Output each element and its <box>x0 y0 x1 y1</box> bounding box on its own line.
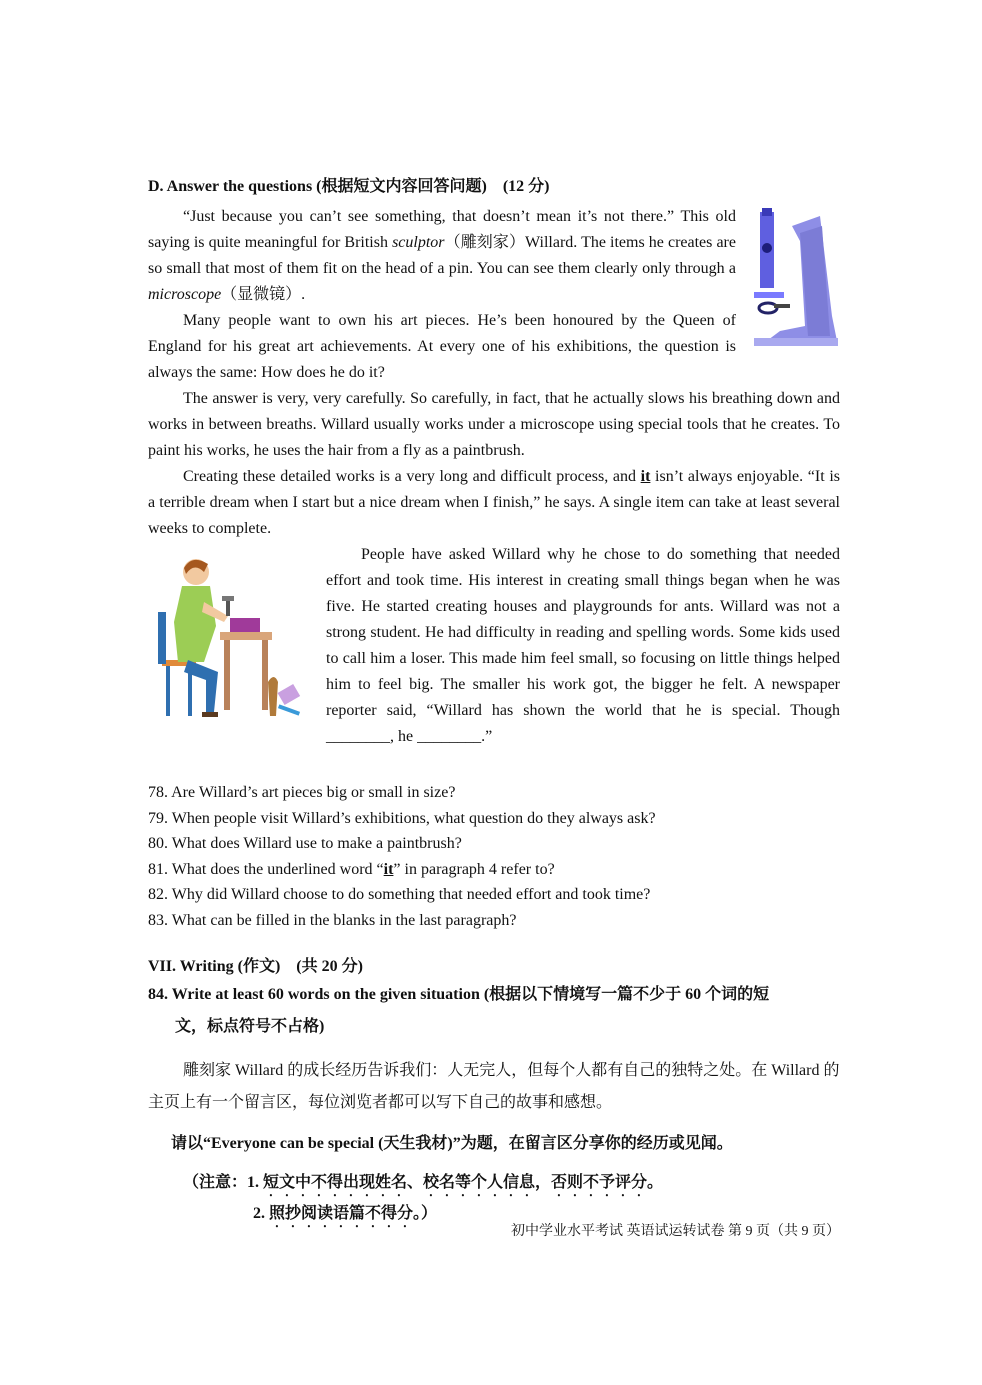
question-80: 80. What does Willard use to make a paintbrush? <box>148 835 462 852</box>
paragraph-2: Many people want to own his art pieces. He’s been honoured by the Queen of England for his great art achievements. At every one of his exhibitions, the question is always the same: How does he do it? <box>148 312 736 381</box>
exam-page <box>148 176 840 1231</box>
note-2-text: 照抄阅读语篇不得分。 <box>269 1205 422 1222</box>
p1-microscope: microscope <box>148 286 222 303</box>
p1-text-c: （显微镜）. <box>221 286 306 303</box>
paragraph-5: People have asked Willard why he chose to do something that needed effort and took time. His interest in creating small things began when he was five. He started creating houses and playgrounds for ants. Willard was not a strong student. He had difficulty in reading and spelling words. Some kids used to call him a loser. This made him feel small, so focusing on little things helped him to feel big. The smaller his work got, the bigger he felt. A newspaper reporter said, “Willard has shown the world that he is special. Though ________, he ________.” <box>326 546 840 745</box>
p4-text-a: Creating these detailed works is a very long and difficult process, and <box>183 468 641 485</box>
note-2-suffix: ） <box>421 1205 438 1222</box>
question-83: 83. What can be filled in the blanks in the last paragraph? <box>148 911 517 929</box>
paragraph-3: The answer is very, very carefully. So carefully, in fact, that he actually slows his breathing down and works in between breaths. Willard usually works under a microscope using special tools that he creates. To paint his works, he uses the hair from a fly as a paintbrush. <box>148 390 840 459</box>
question-81 <box>148 857 840 883</box>
note-1 <box>183 1174 663 1191</box>
p4-underlined-it: it <box>640 468 651 485</box>
p4-text-b: isn’t always enjoyable. “It is a terrible dream when I start but a nice dream when I finish,” he says. A single item can take at least several weeks to complete. <box>148 468 840 537</box>
p1-sculptor: sculptor <box>392 234 445 251</box>
paragraph-1 <box>148 204 840 308</box>
question-list <box>148 780 840 933</box>
q81-text-b: ” in paragraph 4 refer to? <box>393 860 555 878</box>
writing-section <box>148 955 840 1231</box>
question-78: 78. Are Willard’s art pieces big or small in size? <box>148 784 456 801</box>
p1-text-b: （雕刻家）Willard. The items he creates are so small that most of them fit on the head of a pin. You can see them clearly only through a <box>148 234 736 277</box>
q81-underlined-it: it <box>383 860 394 878</box>
microscope-icon <box>750 208 840 348</box>
writing-situation: 雕刻家 Willard 的成长经历告诉我们：人无完人，但每个人都有自己的独特之处。在 Willard 的主页上有一个留言区，每位浏览者都可以写下自己的故事和感想。 <box>148 1062 840 1111</box>
page-footer: 初中学业水平考试 英语试运转试卷 第 9 页（共 9 页） <box>511 1224 840 1239</box>
note-1-text: 短文中不得出现姓名、校名等个人信息，否则不予评分。 <box>263 1174 664 1191</box>
task-line-1: 84. Write at least 60 words on the given situation (根据以下情境写一篇不少于 60 个词的短 <box>148 986 770 1003</box>
writing-task <box>148 979 840 1043</box>
note-1-prefix: （注意：1. <box>183 1174 264 1191</box>
sculptor-icon <box>148 552 308 742</box>
note-2-prefix: 2. <box>253 1205 269 1222</box>
p1-text-a: “Just because you can’t see something, that doesn’t mean it’s not there.” This old saying is quite meaningful for British <box>148 208 736 251</box>
writing-prompt: 请以“Everyone can be special (天生我材)”为题，在留言区分享你的经历或见闻。 <box>171 1135 733 1152</box>
question-82: 82. Why did Willard choose to do something that needed effort and took time? <box>148 886 651 903</box>
question-79: 79. When people visit Willard’s exhibitions, what question do they always ask? <box>148 809 656 827</box>
q81-text-a: 81. What does the underlined word “ <box>148 860 384 878</box>
section-d-heading: D. Answer the questions (根据短文内容回答问题) (12 分) <box>148 178 550 195</box>
task-line-2: 文，标点符号不占格) <box>175 1018 325 1035</box>
paragraph-4 <box>148 464 840 542</box>
writing-heading: VII. Writing (作文) (共 20 分) <box>148 958 363 975</box>
